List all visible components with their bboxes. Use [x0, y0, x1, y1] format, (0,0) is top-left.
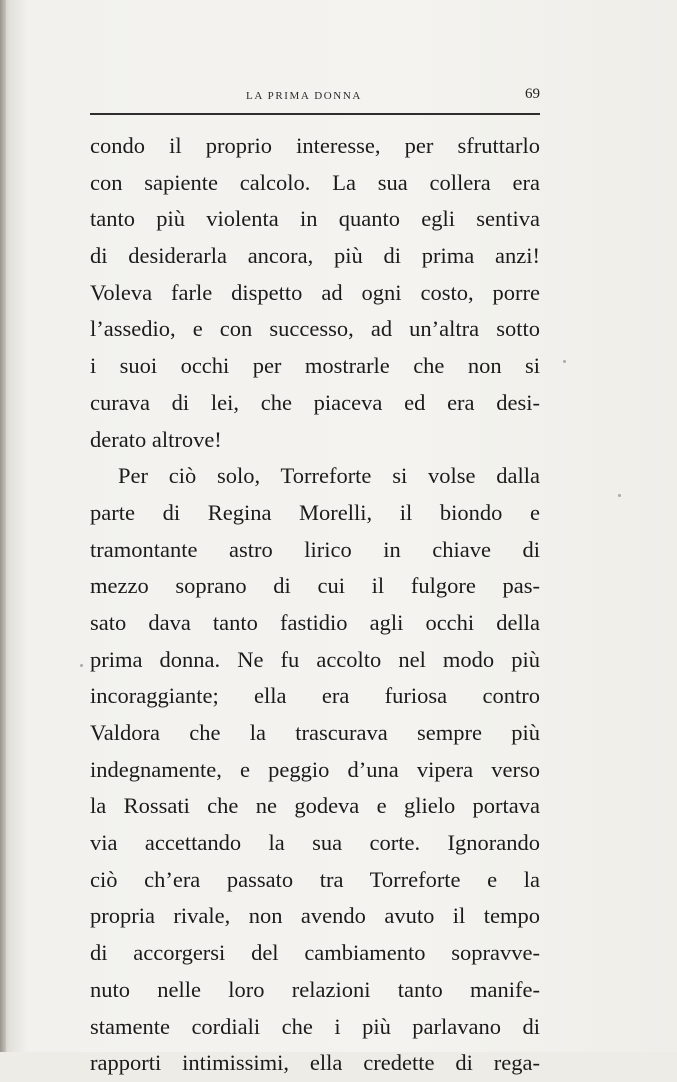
body-text [90, 128, 540, 1082]
text-line: Per ciò solo, Torreforte si volse dalla [118, 463, 540, 489]
text-line: nuto nelle loro relazioni tanto manife- [90, 976, 540, 1002]
page-binding-shadow [0, 0, 6, 1052]
page-number: 69 [525, 86, 540, 102]
text-line: mezzo soprano di cui il fulgore pas- [90, 573, 540, 599]
text-line: derato altrove! [90, 426, 222, 452]
text-line: Voleva farle dispetto ad ogni costo, porre [90, 279, 540, 305]
text-line: l’assedio, e con successo, ad un’altra sotto [90, 316, 540, 342]
text-line: sato dava tanto fastidio agli occhi della [90, 609, 540, 635]
header-rule [90, 113, 540, 115]
running-title: LA PRIMA DONNA [246, 90, 362, 102]
text-line: la Rossati che ne godeva e glielo portava [90, 793, 540, 819]
text-line: condo il proprio interesse, per sfruttarlo [90, 133, 540, 158]
paper-speck [618, 494, 621, 497]
page-header [90, 84, 540, 108]
text-line: via accettando la sua corte. Ignorando [90, 830, 540, 856]
paper-speck [563, 360, 566, 363]
text-line: prima donna. Ne fu accolto nel modo più [90, 646, 540, 672]
text-line: incoraggiante; ella era furiosa contro [90, 683, 540, 709]
text-line: i suoi occhi per mostrarle che non si [90, 353, 540, 379]
text-line: con sapiente calcolo. La sua collera era [90, 169, 540, 195]
text-line: stamente cordiali che i più parlavano di [90, 1013, 540, 1039]
text-line: Valdora che la trascurava sempre più [90, 720, 540, 745]
text-line: tramontante astro lirico in chiave di [90, 536, 540, 562]
paper-speck [80, 664, 83, 667]
text-line: di accorgersi del cambiamento sopravve- [90, 940, 540, 966]
text-line: curava di lei, che piaceva ed era desi- [90, 389, 540, 415]
text-line: indegnamente, e peggio d’una vipera verso [90, 756, 540, 782]
text-line: ciò ch’era passato tra Torreforte e la [90, 866, 540, 892]
text-line: tanto più violenta in quanto egli sentiva [90, 206, 540, 232]
text-line: parte di Regina Morelli, il biondo e [90, 499, 540, 525]
text-line: propria rivale, non avendo avuto il tempo [90, 903, 540, 929]
text-line: rapporti intimissimi, ella credette di rega- [90, 1050, 540, 1076]
text-line: di desiderarla ancora, più di prima anzi! [90, 243, 540, 269]
